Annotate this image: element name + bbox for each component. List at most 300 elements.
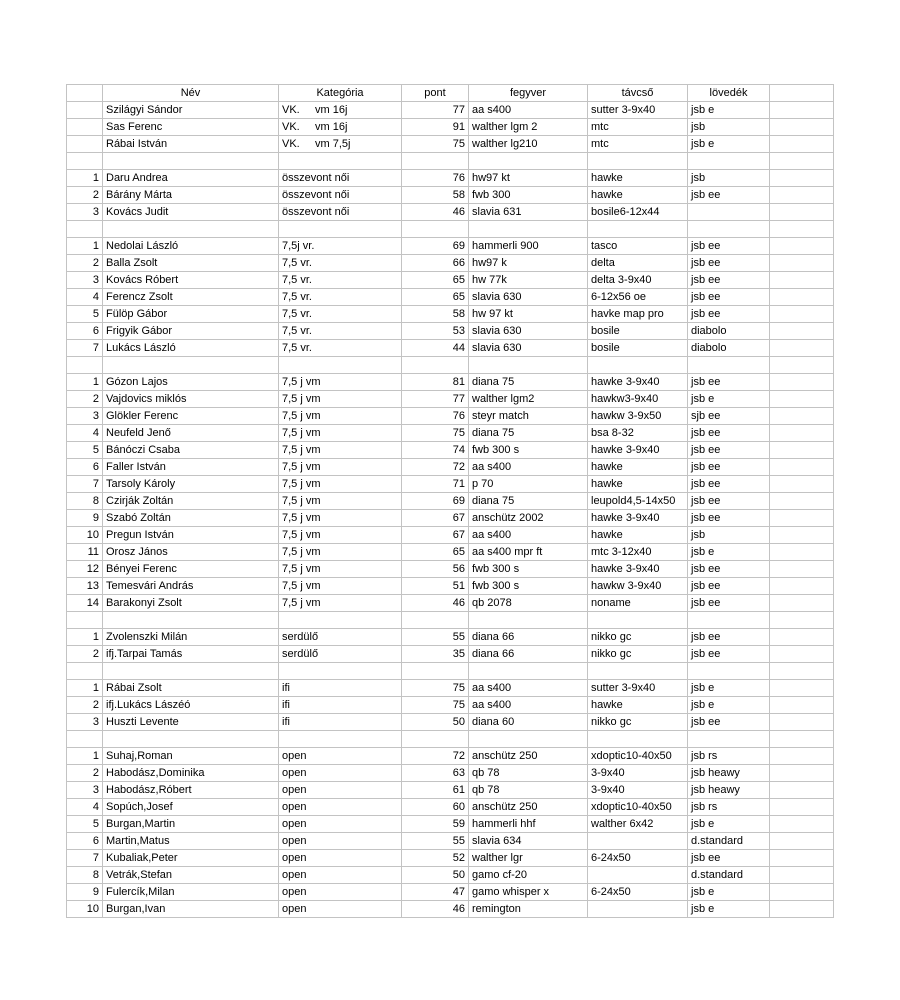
- cell-ammo[interactable]: [688, 612, 770, 629]
- cell-category[interactable]: 7,5 j vm: [279, 595, 402, 612]
- cell-scope[interactable]: havke map pro: [588, 306, 688, 323]
- cell-rank[interactable]: 4: [67, 425, 103, 442]
- cell-weapon[interactable]: slavia 631: [469, 204, 588, 221]
- cell-weapon[interactable]: hammerli 900: [469, 238, 588, 255]
- column-header-points[interactable]: pont: [402, 85, 469, 102]
- cell-name[interactable]: Czirják Zoltán: [103, 493, 279, 510]
- cell-rank[interactable]: 8: [67, 493, 103, 510]
- cell-points[interactable]: 65: [402, 272, 469, 289]
- cell-name[interactable]: [103, 153, 279, 170]
- cell-points[interactable]: 69: [402, 493, 469, 510]
- cell-category[interactable]: ifi: [279, 680, 402, 697]
- cell-weapon[interactable]: hw97 kt: [469, 170, 588, 187]
- cell-ammo[interactable]: jsb e: [688, 136, 770, 153]
- cell-extra[interactable]: [770, 442, 834, 459]
- cell-rank[interactable]: [67, 663, 103, 680]
- cell-extra[interactable]: [770, 595, 834, 612]
- cell-ammo[interactable]: jsb e: [688, 544, 770, 561]
- cell-category[interactable]: open: [279, 850, 402, 867]
- cell-scope[interactable]: [588, 221, 688, 238]
- cell-points[interactable]: 46: [402, 901, 469, 918]
- cell-rank[interactable]: 1: [67, 629, 103, 646]
- cell-rank[interactable]: 7: [67, 476, 103, 493]
- cell-extra[interactable]: [770, 697, 834, 714]
- cell-ammo[interactable]: [688, 153, 770, 170]
- cell-rank[interactable]: 8: [67, 867, 103, 884]
- cell-name[interactable]: Burgan,Ivan: [103, 901, 279, 918]
- cell-weapon[interactable]: gamo whisper x: [469, 884, 588, 901]
- cell-ammo[interactable]: jsb ee: [688, 714, 770, 731]
- cell-rank[interactable]: [67, 731, 103, 748]
- cell-ammo[interactable]: [688, 204, 770, 221]
- cell-rank[interactable]: [67, 612, 103, 629]
- cell-extra[interactable]: [770, 884, 834, 901]
- cell-ammo[interactable]: jsb: [688, 527, 770, 544]
- cell-category[interactable]: 7,5 vr.: [279, 272, 402, 289]
- cell-extra[interactable]: [770, 459, 834, 476]
- cell-rank[interactable]: 3: [67, 204, 103, 221]
- cell-points[interactable]: 55: [402, 629, 469, 646]
- cell-scope[interactable]: hawke 3-9x40: [588, 374, 688, 391]
- cell-rank[interactable]: [67, 102, 103, 119]
- cell-extra[interactable]: [770, 578, 834, 595]
- cell-ammo[interactable]: [688, 357, 770, 374]
- cell-weapon[interactable]: walther lgm 2: [469, 119, 588, 136]
- cell-rank[interactable]: 2: [67, 391, 103, 408]
- cell-ammo[interactable]: jsb heawy: [688, 782, 770, 799]
- cell-weapon[interactable]: slavia 630: [469, 340, 588, 357]
- cell-extra[interactable]: [770, 340, 834, 357]
- cell-points[interactable]: 67: [402, 510, 469, 527]
- cell-scope[interactable]: walther 6x42: [588, 816, 688, 833]
- cell-weapon[interactable]: hw 77k: [469, 272, 588, 289]
- cell-weapon[interactable]: fwb 300: [469, 187, 588, 204]
- cell-points[interactable]: 69: [402, 238, 469, 255]
- cell-name[interactable]: Rábai Zsolt: [103, 680, 279, 697]
- cell-scope[interactable]: mtc: [588, 136, 688, 153]
- cell-category[interactable]: open: [279, 901, 402, 918]
- cell-category[interactable]: [279, 357, 402, 374]
- cell-category[interactable]: serdülő: [279, 629, 402, 646]
- cell-rank[interactable]: 10: [67, 527, 103, 544]
- cell-scope[interactable]: bosile6-12x44: [588, 204, 688, 221]
- cell-category[interactable]: open: [279, 867, 402, 884]
- column-header-empty[interactable]: [67, 85, 103, 102]
- cell-ammo[interactable]: jsb ee: [688, 850, 770, 867]
- cell-scope[interactable]: bsa 8-32: [588, 425, 688, 442]
- cell-name[interactable]: Orosz János: [103, 544, 279, 561]
- cell-category[interactable]: 7,5 vr.: [279, 306, 402, 323]
- cell-points[interactable]: 60: [402, 799, 469, 816]
- cell-category[interactable]: 7,5 j vm: [279, 561, 402, 578]
- cell-name[interactable]: Fulercík,Milan: [103, 884, 279, 901]
- cell-extra[interactable]: [770, 544, 834, 561]
- cell-extra[interactable]: [770, 153, 834, 170]
- cell-weapon[interactable]: aa s400: [469, 102, 588, 119]
- cell-extra[interactable]: [770, 612, 834, 629]
- cell-ammo[interactable]: sjb ee: [688, 408, 770, 425]
- cell-rank[interactable]: 9: [67, 510, 103, 527]
- cell-ammo[interactable]: jsb e: [688, 680, 770, 697]
- cell-extra[interactable]: [770, 221, 834, 238]
- cell-category[interactable]: VK. vm 7,5j: [279, 136, 402, 153]
- cell-weapon[interactable]: qb 78: [469, 782, 588, 799]
- cell-extra[interactable]: [770, 374, 834, 391]
- cell-rank[interactable]: 3: [67, 714, 103, 731]
- cell-scope[interactable]: leupold4,5-14x50: [588, 493, 688, 510]
- cell-name[interactable]: Zvolenszki Milán: [103, 629, 279, 646]
- cell-name[interactable]: Bánóczi Csaba: [103, 442, 279, 459]
- cell-extra[interactable]: [770, 119, 834, 136]
- cell-scope[interactable]: bosile: [588, 323, 688, 340]
- cell-extra[interactable]: [770, 476, 834, 493]
- cell-category[interactable]: 7,5 j vm: [279, 425, 402, 442]
- cell-ammo[interactable]: jsb: [688, 119, 770, 136]
- cell-category[interactable]: open: [279, 748, 402, 765]
- cell-name[interactable]: Vetrák,Stefan: [103, 867, 279, 884]
- cell-points[interactable]: [402, 221, 469, 238]
- cell-scope[interactable]: 6-12x56 oe: [588, 289, 688, 306]
- cell-ammo[interactable]: jsb ee: [688, 493, 770, 510]
- cell-points[interactable]: 71: [402, 476, 469, 493]
- cell-rank[interactable]: 12: [67, 561, 103, 578]
- cell-scope[interactable]: [588, 833, 688, 850]
- cell-scope[interactable]: sutter 3-9x40: [588, 680, 688, 697]
- column-header-ammo[interactable]: lövedék: [688, 85, 770, 102]
- cell-ammo[interactable]: jsb ee: [688, 255, 770, 272]
- cell-name[interactable]: Fülöp Gábor: [103, 306, 279, 323]
- cell-weapon[interactable]: diana 75: [469, 374, 588, 391]
- cell-points[interactable]: 66: [402, 255, 469, 272]
- cell-extra[interactable]: [770, 663, 834, 680]
- cell-rank[interactable]: 2: [67, 646, 103, 663]
- cell-category[interactable]: 7,5 j vm: [279, 527, 402, 544]
- cell-rank[interactable]: 6: [67, 323, 103, 340]
- cell-weapon[interactable]: fwb 300 s: [469, 578, 588, 595]
- cell-points[interactable]: [402, 663, 469, 680]
- cell-scope[interactable]: mtc 3-12x40: [588, 544, 688, 561]
- cell-extra[interactable]: [770, 187, 834, 204]
- cell-ammo[interactable]: d.standard: [688, 867, 770, 884]
- cell-extra[interactable]: [770, 714, 834, 731]
- cell-rank[interactable]: 7: [67, 340, 103, 357]
- cell-ammo[interactable]: jsb ee: [688, 272, 770, 289]
- cell-category[interactable]: 7,5 j vm: [279, 544, 402, 561]
- cell-name[interactable]: [103, 663, 279, 680]
- cell-points[interactable]: 51: [402, 578, 469, 595]
- cell-ammo[interactable]: jsb ee: [688, 561, 770, 578]
- cell-weapon[interactable]: slavia 630: [469, 289, 588, 306]
- cell-ammo[interactable]: jsb ee: [688, 629, 770, 646]
- column-header-weapon[interactable]: fegyver: [469, 85, 588, 102]
- cell-category[interactable]: 7,5 vr.: [279, 255, 402, 272]
- cell-name[interactable]: [103, 357, 279, 374]
- cell-ammo[interactable]: jsb ee: [688, 510, 770, 527]
- cell-ammo[interactable]: jsb ee: [688, 459, 770, 476]
- cell-points[interactable]: 52: [402, 850, 469, 867]
- cell-weapon[interactable]: p 70: [469, 476, 588, 493]
- cell-category[interactable]: VK. vm 16j: [279, 102, 402, 119]
- cell-scope[interactable]: 6-24x50: [588, 884, 688, 901]
- cell-scope[interactable]: [588, 357, 688, 374]
- cell-extra[interactable]: [770, 833, 834, 850]
- cell-weapon[interactable]: slavia 634: [469, 833, 588, 850]
- cell-points[interactable]: 58: [402, 306, 469, 323]
- cell-points[interactable]: 72: [402, 748, 469, 765]
- cell-rank[interactable]: [67, 357, 103, 374]
- cell-points[interactable]: 47: [402, 884, 469, 901]
- cell-scope[interactable]: hawkw 3-9x40: [588, 578, 688, 595]
- cell-ammo[interactable]: [688, 221, 770, 238]
- cell-points[interactable]: 58: [402, 187, 469, 204]
- cell-weapon[interactable]: walther lg210: [469, 136, 588, 153]
- cell-points[interactable]: 61: [402, 782, 469, 799]
- cell-rank[interactable]: 5: [67, 816, 103, 833]
- cell-points[interactable]: 50: [402, 714, 469, 731]
- cell-name[interactable]: Huszti Levente: [103, 714, 279, 731]
- cell-rank[interactable]: 2: [67, 765, 103, 782]
- cell-scope[interactable]: hawke: [588, 697, 688, 714]
- cell-rank[interactable]: 3: [67, 408, 103, 425]
- cell-extra[interactable]: [770, 799, 834, 816]
- cell-name[interactable]: Bárány Márta: [103, 187, 279, 204]
- cell-category[interactable]: VK. vm 16j: [279, 119, 402, 136]
- cell-extra[interactable]: [770, 102, 834, 119]
- cell-points[interactable]: 72: [402, 459, 469, 476]
- cell-name[interactable]: Sas Ferenc: [103, 119, 279, 136]
- cell-weapon[interactable]: walther lgm2: [469, 391, 588, 408]
- cell-ammo[interactable]: diabolo: [688, 340, 770, 357]
- cell-category[interactable]: összevont női: [279, 170, 402, 187]
- cell-rank[interactable]: 1: [67, 170, 103, 187]
- cell-ammo[interactable]: jsb ee: [688, 374, 770, 391]
- cell-ammo[interactable]: jsb e: [688, 901, 770, 918]
- cell-category[interactable]: serdülő: [279, 646, 402, 663]
- cell-rank[interactable]: 6: [67, 459, 103, 476]
- cell-ammo[interactable]: [688, 663, 770, 680]
- cell-rank[interactable]: [67, 119, 103, 136]
- cell-name[interactable]: Burgan,Martin: [103, 816, 279, 833]
- cell-weapon[interactable]: walther lgr: [469, 850, 588, 867]
- cell-name[interactable]: Ferencz Zsolt: [103, 289, 279, 306]
- cell-extra[interactable]: [770, 510, 834, 527]
- cell-weapon[interactable]: aa s400: [469, 680, 588, 697]
- cell-rank[interactable]: 1: [67, 680, 103, 697]
- cell-rank[interactable]: 2: [67, 697, 103, 714]
- cell-extra[interactable]: [770, 238, 834, 255]
- cell-extra[interactable]: [770, 425, 834, 442]
- cell-name[interactable]: [103, 221, 279, 238]
- cell-category[interactable]: open: [279, 782, 402, 799]
- cell-points[interactable]: 75: [402, 425, 469, 442]
- cell-category[interactable]: 7,5j vr.: [279, 238, 402, 255]
- column-header-empty[interactable]: [770, 85, 834, 102]
- cell-points[interactable]: 63: [402, 765, 469, 782]
- cell-extra[interactable]: [770, 204, 834, 221]
- cell-category[interactable]: 7,5 j vm: [279, 476, 402, 493]
- cell-ammo[interactable]: jsb heawy: [688, 765, 770, 782]
- cell-name[interactable]: Martin,Matus: [103, 833, 279, 850]
- cell-rank[interactable]: [67, 221, 103, 238]
- cell-rank[interactable]: 11: [67, 544, 103, 561]
- cell-points[interactable]: 46: [402, 595, 469, 612]
- column-header-name[interactable]: Név: [103, 85, 279, 102]
- cell-weapon[interactable]: aa s400: [469, 459, 588, 476]
- cell-weapon[interactable]: diana 66: [469, 629, 588, 646]
- cell-scope[interactable]: hawkw 3-9x50: [588, 408, 688, 425]
- cell-weapon[interactable]: aa s400: [469, 527, 588, 544]
- cell-points[interactable]: 44: [402, 340, 469, 357]
- cell-extra[interactable]: [770, 765, 834, 782]
- cell-category[interactable]: open: [279, 833, 402, 850]
- cell-weapon[interactable]: [469, 663, 588, 680]
- cell-scope[interactable]: noname: [588, 595, 688, 612]
- cell-points[interactable]: [402, 612, 469, 629]
- cell-points[interactable]: 75: [402, 697, 469, 714]
- cell-category[interactable]: open: [279, 816, 402, 833]
- cell-extra[interactable]: [770, 748, 834, 765]
- cell-category[interactable]: open: [279, 884, 402, 901]
- cell-scope[interactable]: [588, 867, 688, 884]
- cell-points[interactable]: 77: [402, 391, 469, 408]
- cell-category[interactable]: 7,5 vr.: [279, 340, 402, 357]
- cell-scope[interactable]: hawke: [588, 170, 688, 187]
- cell-extra[interactable]: [770, 629, 834, 646]
- cell-rank[interactable]: 5: [67, 442, 103, 459]
- cell-weapon[interactable]: diana 75: [469, 425, 588, 442]
- cell-rank[interactable]: 7: [67, 850, 103, 867]
- cell-scope[interactable]: [588, 612, 688, 629]
- cell-weapon[interactable]: hammerli hhf: [469, 816, 588, 833]
- cell-scope[interactable]: tasco: [588, 238, 688, 255]
- cell-category[interactable]: 7,5 j vm: [279, 442, 402, 459]
- cell-points[interactable]: 56: [402, 561, 469, 578]
- cell-scope[interactable]: delta 3-9x40: [588, 272, 688, 289]
- cell-weapon[interactable]: [469, 612, 588, 629]
- cell-extra[interactable]: [770, 731, 834, 748]
- cell-rank[interactable]: 3: [67, 272, 103, 289]
- cell-ammo[interactable]: jsb e: [688, 816, 770, 833]
- cell-category[interactable]: 7,5 j vm: [279, 510, 402, 527]
- cell-rank[interactable]: [67, 136, 103, 153]
- cell-points[interactable]: 59: [402, 816, 469, 833]
- cell-extra[interactable]: [770, 646, 834, 663]
- cell-rank[interactable]: 3: [67, 782, 103, 799]
- cell-category[interactable]: [279, 731, 402, 748]
- cell-scope[interactable]: hawke: [588, 187, 688, 204]
- cell-scope[interactable]: [588, 901, 688, 918]
- cell-points[interactable]: 35: [402, 646, 469, 663]
- cell-rank[interactable]: 1: [67, 374, 103, 391]
- cell-scope[interactable]: 3-9x40: [588, 765, 688, 782]
- cell-scope[interactable]: xdoptic10-40x50: [588, 748, 688, 765]
- cell-scope[interactable]: sutter 3-9x40: [588, 102, 688, 119]
- cell-points[interactable]: 76: [402, 408, 469, 425]
- cell-rank[interactable]: 1: [67, 748, 103, 765]
- cell-name[interactable]: Szilágyi Sándor: [103, 102, 279, 119]
- cell-name[interactable]: Faller István: [103, 459, 279, 476]
- cell-scope[interactable]: 6-24x50: [588, 850, 688, 867]
- cell-ammo[interactable]: jsb ee: [688, 425, 770, 442]
- cell-category[interactable]: 7,5 j vm: [279, 374, 402, 391]
- cell-name[interactable]: Sopúch,Josef: [103, 799, 279, 816]
- cell-extra[interactable]: [770, 782, 834, 799]
- cell-scope[interactable]: delta: [588, 255, 688, 272]
- cell-points[interactable]: 74: [402, 442, 469, 459]
- cell-scope[interactable]: nikko gc: [588, 714, 688, 731]
- cell-ammo[interactable]: jsb ee: [688, 476, 770, 493]
- cell-name[interactable]: Glökler Ferenc: [103, 408, 279, 425]
- cell-weapon[interactable]: remington: [469, 901, 588, 918]
- cell-ammo[interactable]: diabolo: [688, 323, 770, 340]
- cell-rank[interactable]: 5: [67, 306, 103, 323]
- cell-extra[interactable]: [770, 357, 834, 374]
- cell-ammo[interactable]: d.standard: [688, 833, 770, 850]
- cell-extra[interactable]: [770, 408, 834, 425]
- cell-extra[interactable]: [770, 850, 834, 867]
- cell-weapon[interactable]: [469, 731, 588, 748]
- cell-scope[interactable]: mtc: [588, 119, 688, 136]
- cell-name[interactable]: Kovács Róbert: [103, 272, 279, 289]
- cell-category[interactable]: összevont női: [279, 187, 402, 204]
- cell-weapon[interactable]: slavia 630: [469, 323, 588, 340]
- cell-rank[interactable]: 14: [67, 595, 103, 612]
- cell-name[interactable]: Neufeld Jenő: [103, 425, 279, 442]
- cell-weapon[interactable]: aa s400 mpr ft: [469, 544, 588, 561]
- cell-points[interactable]: 53: [402, 323, 469, 340]
- cell-rank[interactable]: 9: [67, 884, 103, 901]
- cell-category[interactable]: 7,5 vr.: [279, 289, 402, 306]
- cell-extra[interactable]: [770, 561, 834, 578]
- cell-weapon[interactable]: anschütz 250: [469, 799, 588, 816]
- cell-extra[interactable]: [770, 493, 834, 510]
- cell-weapon[interactable]: hw97 k: [469, 255, 588, 272]
- cell-weapon[interactable]: anschütz 250: [469, 748, 588, 765]
- cell-points[interactable]: 65: [402, 289, 469, 306]
- cell-ammo[interactable]: jsb rs: [688, 799, 770, 816]
- column-header-category[interactable]: Kategória: [279, 85, 402, 102]
- cell-extra[interactable]: [770, 289, 834, 306]
- cell-ammo[interactable]: jsb e: [688, 884, 770, 901]
- cell-extra[interactable]: [770, 272, 834, 289]
- cell-name[interactable]: Nedolai László: [103, 238, 279, 255]
- cell-rank[interactable]: 13: [67, 578, 103, 595]
- cell-name[interactable]: Rábai István: [103, 136, 279, 153]
- cell-ammo[interactable]: jsb ee: [688, 646, 770, 663]
- cell-ammo[interactable]: jsb ee: [688, 442, 770, 459]
- cell-weapon[interactable]: gamo cf-20: [469, 867, 588, 884]
- cell-points[interactable]: [402, 357, 469, 374]
- cell-points[interactable]: 67: [402, 527, 469, 544]
- cell-category[interactable]: ifi: [279, 714, 402, 731]
- cell-ammo[interactable]: jsb e: [688, 391, 770, 408]
- cell-name[interactable]: Temesvári András: [103, 578, 279, 595]
- cell-points[interactable]: 91: [402, 119, 469, 136]
- cell-ammo[interactable]: jsb ee: [688, 187, 770, 204]
- cell-ammo[interactable]: jsb ee: [688, 306, 770, 323]
- cell-extra[interactable]: [770, 816, 834, 833]
- cell-points[interactable]: 75: [402, 136, 469, 153]
- cell-extra[interactable]: [770, 391, 834, 408]
- cell-weapon[interactable]: fwb 300 s: [469, 442, 588, 459]
- cell-name[interactable]: Habodász,Róbert: [103, 782, 279, 799]
- cell-rank[interactable]: 1: [67, 238, 103, 255]
- cell-category[interactable]: [279, 612, 402, 629]
- cell-weapon[interactable]: [469, 357, 588, 374]
- cell-scope[interactable]: hawke 3-9x40: [588, 561, 688, 578]
- cell-extra[interactable]: [770, 306, 834, 323]
- cell-scope[interactable]: bosile: [588, 340, 688, 357]
